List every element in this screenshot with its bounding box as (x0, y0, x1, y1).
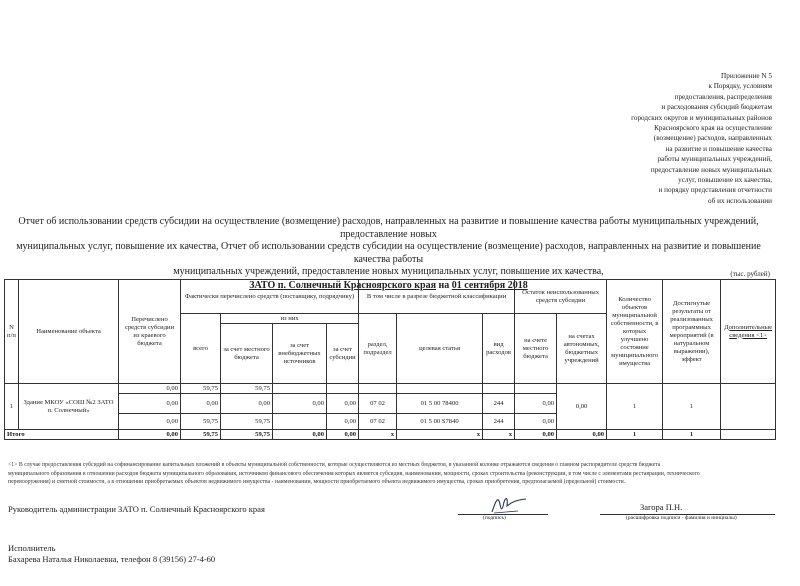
row-object-name: Здание МКОУ «СОШ №2 ЗАТО п. Солнечный» (19, 384, 119, 430)
footnote-line: <1> В случае предоставления субсидий на софинансирование капитальных вложений в объекты муниципальной собственности, которые осуществляются из местных бюджетов, в указанной колонке отражаются сведения о главном распорядителе средств бюджета (8, 462, 661, 468)
row-results: 1 (663, 384, 721, 430)
cell: 0,00 (119, 430, 181, 440)
cell: 0,00 (515, 394, 557, 414)
title-line: муниципальных услуг, повышение их качества, Отчет об использовании средств субсидии на осуществление (возмещение) расходов, направленных на развитие и повышение качества работы (16, 241, 761, 265)
appendix-line: работы муниципальных учреждений, (657, 155, 772, 164)
cell: 07 02 (359, 394, 397, 414)
cell: 59,75 (181, 414, 221, 430)
cell: 0,00 (273, 394, 327, 414)
appendix-line: и порядку представления отчетности (658, 186, 772, 195)
cell: 0,00 (119, 414, 181, 430)
header-rem-auto: на счетах автономных, бюджетных учреждений (557, 314, 607, 384)
cell: 0,00 (327, 394, 359, 414)
cell: x (359, 430, 397, 440)
name-caption: (расшифровка подписи - фамилия и инициалы) (626, 515, 737, 521)
appendix-line: и расходования субсидий бюджетам (661, 103, 772, 112)
cell: 0,00 (119, 394, 181, 414)
header-remainder: Остаток неиспользованных средств субсидии (515, 280, 607, 314)
table-row (5, 384, 776, 394)
appendix-line: (возмещение) расходов, направленных (653, 134, 772, 143)
title-line: Отчет об использовании средств субсидии на осуществление (возмещение) расходов, направленных на развитие и повышение качества работы муниципальных учреждений, предоставление новых (18, 216, 759, 240)
header-object: Наименование объекта (19, 280, 119, 384)
cell: 07 02 (359, 414, 397, 430)
header-target: целевая статья (397, 314, 483, 384)
cell: 59,75 (181, 430, 221, 440)
cell (273, 414, 327, 430)
cell: 0,00 (273, 430, 327, 440)
cell: 0,00 (515, 414, 557, 430)
appendix-line: об их использовании (708, 196, 772, 205)
signer-name: Загора П.Н. (640, 502, 683, 512)
on-date-prefix: на (438, 279, 450, 291)
appendix-line: Приложение N 5 (721, 72, 772, 80)
cell: 1 (663, 430, 721, 440)
header-subsidy: за счет субсидии (327, 324, 359, 384)
cell: 0,00 (557, 430, 607, 440)
cell: 59,75 (221, 384, 273, 394)
cell: 01 5 00 78400 (397, 394, 483, 414)
appendix-line: к Порядку, условиям (708, 82, 772, 91)
cell (721, 430, 776, 440)
cell (359, 384, 397, 394)
row-objects: 1 (607, 384, 663, 430)
cell: x (483, 430, 515, 440)
footnote-line: перевооружения) и сметной стоимости, а в отношении приобретаемых объектов недвижимого имущества - наименовании, мощности приобретаемого объекта недвижимого имущества, сроках приобретения, предполагаемой (предельной) стоимости. (8, 479, 626, 485)
appendix-line: Красноярского края на осуществление (654, 124, 772, 133)
cell: 244 (483, 394, 515, 414)
cell: x (397, 430, 483, 440)
executor-label: Исполнитель (8, 543, 56, 553)
cell: 244 (483, 414, 515, 430)
header-rem-local: на счете местного бюджета (515, 314, 557, 384)
header-objects-count: Количество объектов муниципальной собственности, в которых улучшено состояние муниципального имущества (607, 280, 663, 384)
appendix-line: на развитие и повышение качества (665, 144, 772, 153)
header-of-which: из них (221, 314, 359, 324)
total-label: Итого (5, 430, 119, 440)
report-date: 01 сентября 2018 (451, 279, 528, 291)
header-offbudget: за счет внебюджетных источников (273, 324, 327, 384)
row-num: 1 (5, 384, 19, 430)
head-title: Руководитель администрации ЗАТО п. Солнечный Красноярского края (8, 504, 265, 514)
cell: 0,00 (181, 394, 221, 414)
footnote (8, 461, 773, 487)
appendix-block (562, 71, 772, 206)
footnote-line: муниципального образования в отношении расходов бюджета муниципального образования, источником финансового обеспечения которых является субсидия, наименовании, мощности, сроках строительства (реконструкции, в том числе с элементами реставрации, технического (8, 470, 700, 477)
cell (273, 384, 327, 394)
executor-info: Бахарева Наталья Николаевна, телефон 8 (39156) 27-4-60 (8, 554, 216, 564)
cell (483, 384, 515, 394)
appendix-line: услуг, повышение их качества, (678, 176, 772, 185)
appendix-line: городских округов и муниципальных районов (631, 113, 772, 122)
header-exp-type: вид расходов (483, 314, 515, 384)
cell (515, 384, 557, 394)
cell: 0,00 (515, 430, 557, 440)
header-section: раздел, подраздел (359, 314, 397, 384)
row-extra (721, 384, 776, 430)
cell: 01 5 00 S7840 (397, 414, 483, 430)
cell: 0,00 (327, 430, 359, 440)
executor-block (8, 543, 215, 565)
appendix-line: предоставление новых муниципальных (650, 165, 772, 174)
cell: 0,00 (119, 384, 181, 394)
signature-caption: (подпись) (483, 515, 506, 521)
header-transferred: Перечислено средств субсидии из краевого бюджета (119, 280, 181, 384)
cell: 59,75 (181, 384, 221, 394)
header-extra-info: Дополнительные сведения <1> (721, 280, 776, 384)
total-row (5, 430, 776, 440)
cell: 1 (607, 430, 663, 440)
header-results: Достигнутые результаты от реализованных программных мероприятий (в натуральном выражении), эффект (663, 280, 721, 384)
cell: 59,75 (221, 430, 273, 440)
title-line: муниципальных учреждений, предоставление новых муниципальных услуг, повышение их качества, (173, 266, 604, 277)
header-classification: В том числе в разрезе бюджетной классификации (359, 280, 515, 314)
cell (327, 384, 359, 394)
header-actual: Фактически перечислено средств (поставщику, подрядчику) (181, 280, 359, 314)
cell: 59,75 (221, 414, 273, 430)
row-rem-auto: 0,00 (557, 384, 607, 430)
cell: 0,00 (327, 414, 359, 430)
cell (397, 384, 483, 394)
appendix-line: предоставления, распределения (674, 92, 772, 101)
handwritten-signature (488, 494, 530, 516)
report-table (4, 279, 776, 440)
units-label: (тыс. рублей) (730, 270, 770, 278)
header-local: за счет местного бюджета (221, 324, 273, 384)
org-name: ЗАТО п. Солнечный Красноярского края (249, 279, 436, 291)
cell: 0,00 (221, 394, 273, 414)
header-num: N п/п (5, 280, 19, 384)
header-total: всего (181, 314, 221, 384)
